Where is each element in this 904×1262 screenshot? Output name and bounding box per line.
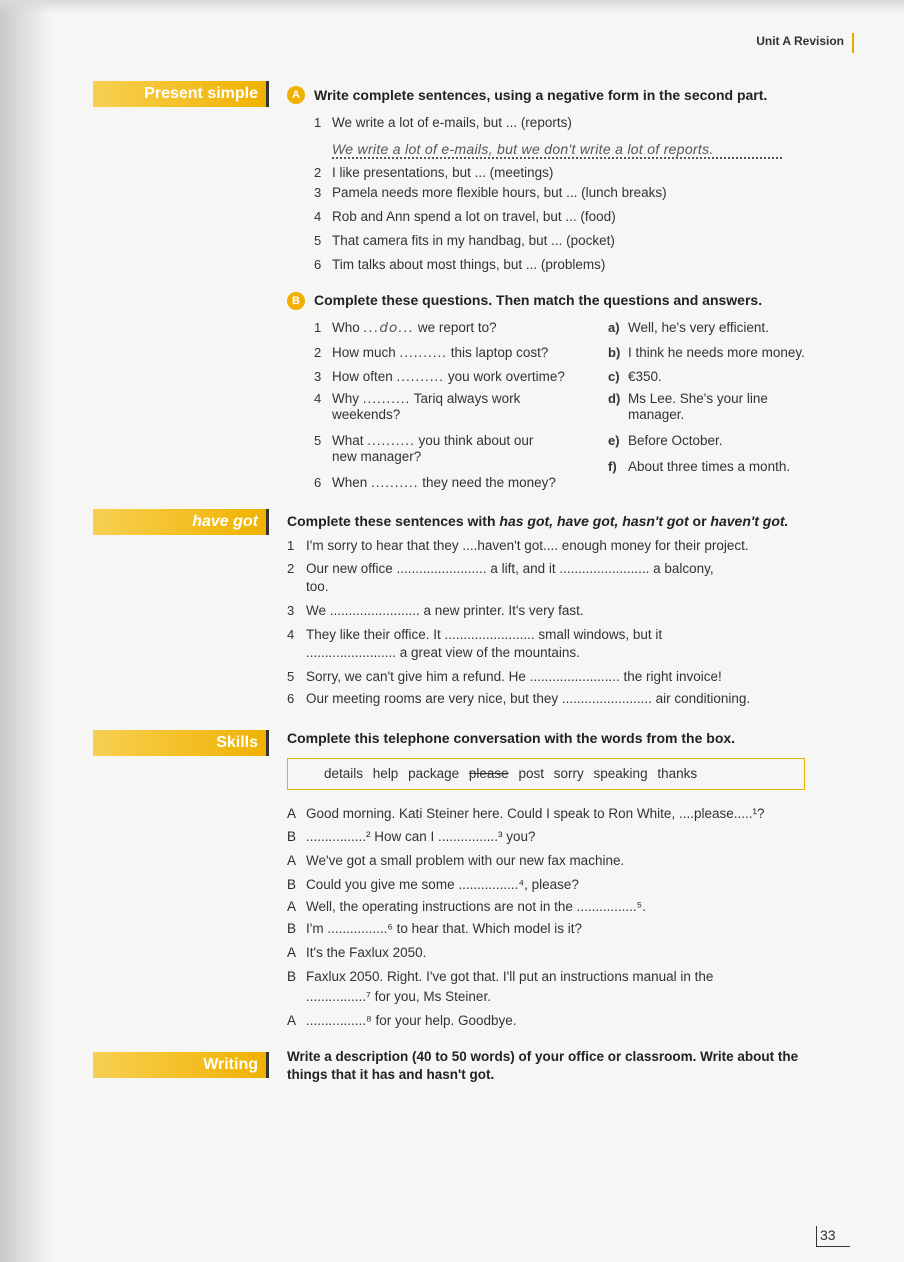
- box-word: details: [324, 766, 364, 781]
- speaker-label: A: [287, 899, 297, 914]
- box-word: speaking: [593, 766, 648, 781]
- answer-letter: e): [608, 433, 620, 448]
- tab-writing: Writing: [93, 1052, 269, 1078]
- question-number: 6: [314, 475, 322, 490]
- dialogue-line: ................⁸ for your help. Goodbye.: [306, 1013, 517, 1028]
- question: When .......... they need the money?: [332, 475, 556, 490]
- exercise-item-continued: too.: [306, 579, 329, 594]
- question: How much .......... this laptop cost?: [332, 345, 549, 360]
- exercise-item: Tim talks about most things, but ... (problems): [332, 257, 606, 272]
- exercise-item: Our new office ........................ a lift, and it ........................ a balcony,: [306, 561, 714, 576]
- item-number: 6: [314, 257, 322, 272]
- speaker-label: B: [287, 829, 297, 844]
- dialogue-line: I'm ................⁶ to hear that. Which model is it?: [306, 921, 582, 936]
- book-gutter-shadow: [0, 0, 52, 1262]
- section-a-instruction: Write complete sentences, using a negative form in the second part.: [314, 87, 768, 103]
- exercise-item: I'm sorry to hear that they ....haven't got.... enough money for their project.: [306, 538, 749, 553]
- have-got-instruction: Complete these sentences with has got, have got, hasn't got or haven't got.: [287, 513, 789, 529]
- answer-letter: b): [608, 345, 621, 360]
- item-number: 2: [287, 561, 295, 576]
- section-b-instruction: Complete these questions. Then match the questions and answers.: [314, 292, 763, 308]
- exercise-item: I like presentations, but ... (meetings): [332, 165, 554, 180]
- item-number: 4: [287, 627, 295, 642]
- speaker-label: B: [287, 969, 297, 984]
- item-number: 3: [287, 603, 295, 618]
- writing-instruction-line1: Write a description (40 to 50 words) of your office or classroom. Write about the: [287, 1049, 799, 1064]
- item-number: 2: [314, 165, 322, 180]
- question-number: 3: [314, 369, 322, 384]
- section-a-badge: A: [287, 86, 305, 104]
- speaker-label: A: [287, 853, 297, 868]
- exercise-item: We ........................ a new printer. It's very fast.: [306, 603, 584, 618]
- answer-letter: c): [608, 369, 620, 384]
- question: Why .......... Tariq always work: [332, 391, 521, 406]
- page-number: 33: [816, 1226, 850, 1247]
- section-b-badge: B: [287, 292, 305, 310]
- dialogue-line: Could you give me some ................⁴, please?: [306, 877, 579, 892]
- speaker-label: A: [287, 945, 297, 960]
- answer-continued: manager.: [628, 407, 685, 422]
- box-word: package: [408, 766, 460, 781]
- question-continued: weekends?: [332, 407, 401, 422]
- box-word: help: [372, 766, 399, 781]
- exercise-item: They like their office. It ........................ small windows, but it: [306, 627, 663, 642]
- exercise-item: Sorry, we can't give him a refund. He ........................ the right invoice!: [306, 669, 722, 684]
- dialogue-line: Well, the operating instructions are not in the ................⁵.: [306, 899, 647, 914]
- item-number: 4: [314, 209, 322, 224]
- example-answer: We write a lot of e-mails, but we don't write a lot of reports.: [332, 141, 782, 159]
- answer-letter: a): [608, 320, 620, 335]
- answer: I think he needs more money.: [628, 345, 805, 360]
- item-number: 3: [314, 185, 322, 200]
- exercise-item: We write a lot of e-mails, but ... (reports): [332, 115, 572, 130]
- question: What .......... you think about our: [332, 433, 534, 448]
- question-number: 4: [314, 391, 322, 406]
- word-box: [287, 758, 805, 790]
- page-top-shadow: [0, 0, 904, 14]
- skills-instruction: Complete this telephone conversation with the words from the box.: [287, 730, 736, 746]
- exercise-item: Rob and Ann spend a lot on travel, but ... (food): [332, 209, 616, 224]
- answer: Ms Lee. She's your line: [628, 391, 768, 406]
- item-number: 5: [287, 669, 295, 684]
- question-number: 5: [314, 433, 322, 448]
- item-number: 6: [287, 691, 295, 706]
- question-number: 1: [314, 320, 322, 335]
- box-word: thanks: [657, 766, 698, 781]
- question: Who ...do... we report to?: [332, 320, 497, 336]
- tab-have-got: have got: [93, 509, 269, 535]
- dialogue-line-continued: ................⁷ for you, Ms Steiner.: [306, 989, 491, 1004]
- answer: Well, he's very efficient.: [628, 320, 769, 335]
- answer-letter: d): [608, 391, 621, 406]
- question-number: 2: [314, 345, 322, 360]
- answer: €350.: [628, 369, 662, 384]
- dialogue-line: Faxlux 2050. Right. I've got that. I'll put an instructions manual in the: [306, 969, 714, 984]
- writing-instruction-line2: things that it has and hasn't got.: [287, 1067, 495, 1082]
- answer: About three times a month.: [628, 459, 791, 474]
- dialogue-line: We've got a small problem with our new fax machine.: [306, 853, 625, 868]
- exercise-item: That camera fits in my handbag, but ... (pocket): [332, 233, 615, 248]
- dialogue-line: It's the Faxlux 2050.: [306, 945, 427, 960]
- speaker-label: B: [287, 921, 297, 936]
- item-number: 1: [314, 115, 322, 130]
- answer-letter: f): [608, 459, 617, 474]
- tab-skills: Skills: [93, 730, 269, 756]
- exercise-item: Pamela needs more flexible hours, but ... (lunch breaks): [332, 185, 667, 200]
- box-word: sorry: [553, 766, 584, 781]
- speaker-label: A: [287, 806, 297, 821]
- box-word-used: please: [468, 766, 509, 781]
- question: How often .......... you work overtime?: [332, 369, 565, 384]
- tab-present-simple: Present simple: [93, 81, 269, 107]
- speaker-label: A: [287, 1013, 297, 1028]
- box-word: post: [518, 766, 544, 781]
- exercise-item: Our meeting rooms are very nice, but they ........................ air conditioning.: [306, 691, 751, 706]
- exercise-item-continued: ........................ a great view of the mountains.: [306, 645, 580, 660]
- question-continued: new manager?: [332, 449, 422, 464]
- dialogue-line: ................² How can I ................³ you?: [306, 829, 536, 844]
- unit-header: Unit A Revision: [756, 33, 854, 53]
- speaker-label: B: [287, 877, 297, 892]
- item-number: 5: [314, 233, 322, 248]
- dialogue-line: Good morning. Kati Steiner here. Could I speak to Ron White, ....please.....¹?: [306, 806, 765, 821]
- item-number: 1: [287, 538, 295, 553]
- answer: Before October.: [628, 433, 723, 448]
